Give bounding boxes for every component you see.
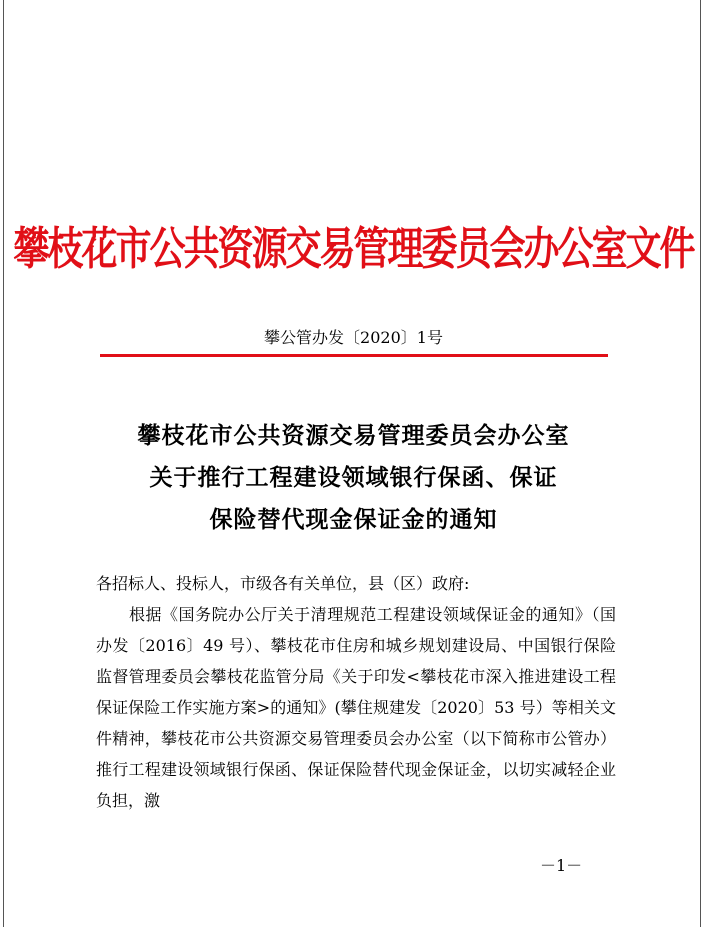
body-paragraph: 根据《国务院办公厅关于清理规范工程建设领域保证金的通知》（国办发〔2016〕49 号）、攀枝花市住房和城乡规划建设局、中国银行保险监督管理委员会攀枝花监管分局《关于印发<攀枝花市深入推进建设工程保证保险工作实施方案>的通知》(攀住规建发〔2020〕53 号）等相关文件精神，攀枝花市公共资源交易管理委员会办公室（以下简称市公管办）推行工程建设领域银行保函、保证保险替代现金保证金，以切实减轻企业负担，激 (96, 605, 616, 810)
document-header-title: 攀枝花市公共资源交易管理委员会办公室文件 (13, 224, 694, 276)
notice-title-line-3: 保险替代现金保证金的通知 (209, 506, 498, 533)
document-number: 攀公管办发〔2020〕1号 (264, 328, 443, 347)
salutation: 各招标人、投标人，市级各有关单位，县（区）政府: (96, 574, 470, 593)
red-separator-line (100, 354, 608, 357)
notice-title-line-2: 关于推行工程建设领域银行保函、保证 (149, 464, 558, 491)
notice-title (0, 415, 707, 541)
page-number: －1－ (540, 856, 583, 875)
notice-title-line-1: 攀枝花市公共资源交易管理委员会办公室 (137, 422, 570, 449)
document-body (96, 568, 616, 816)
